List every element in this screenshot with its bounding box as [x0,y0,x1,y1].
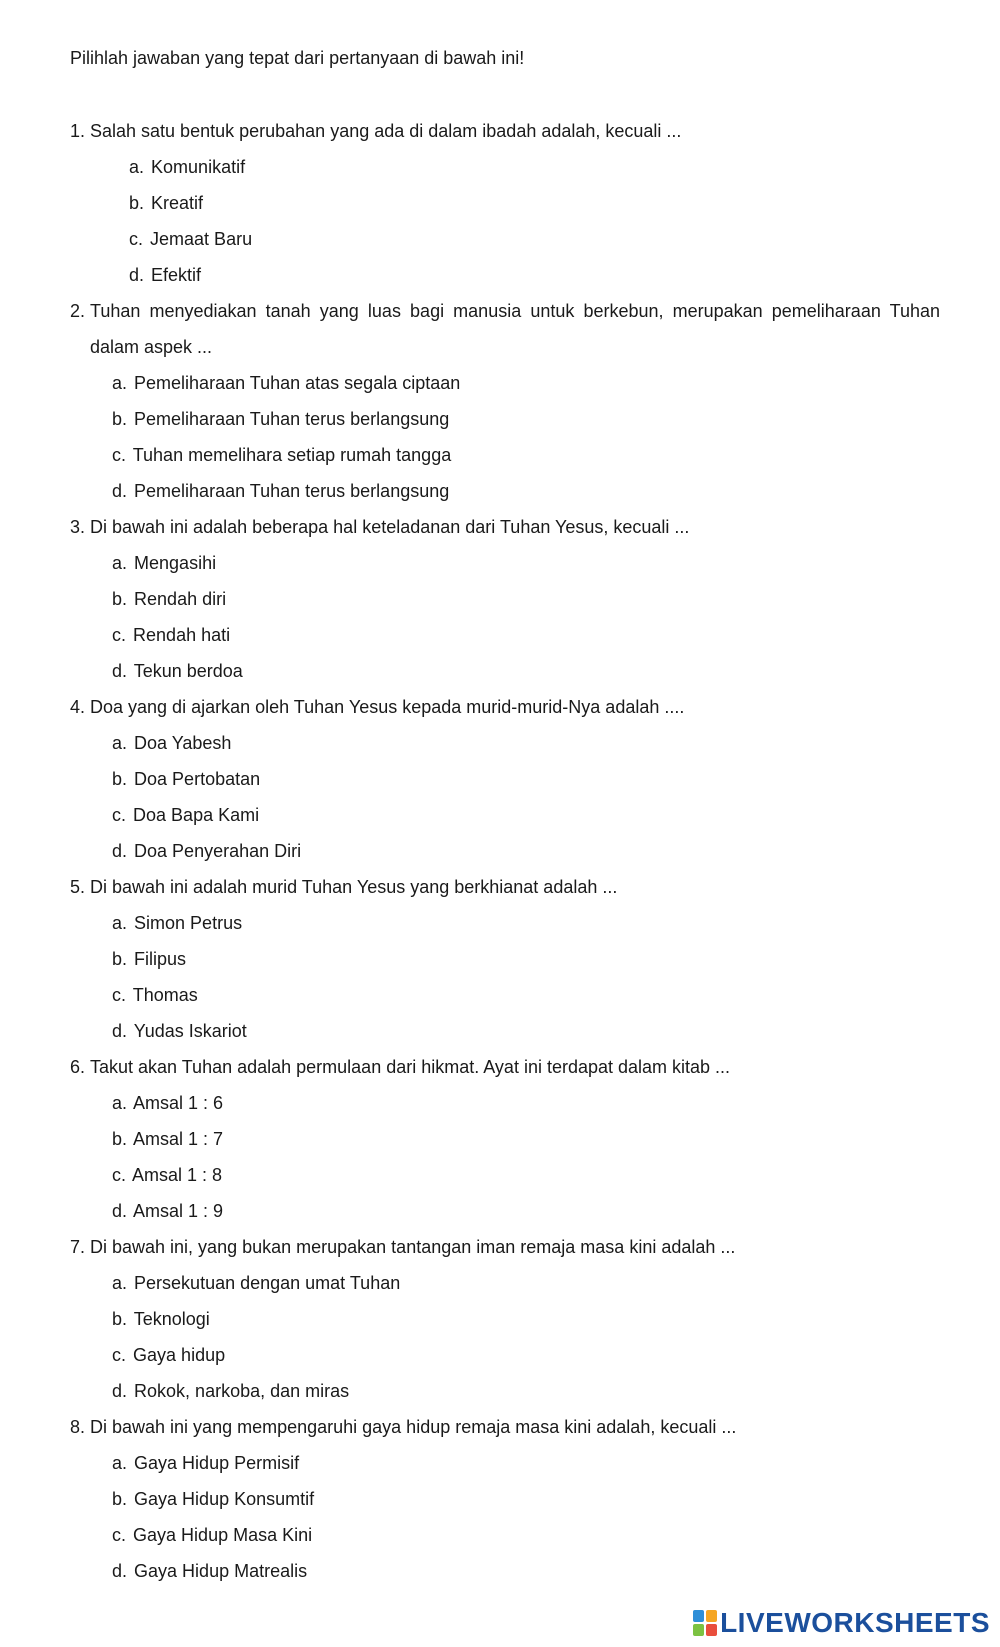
question-6 [70,1049,940,1229]
question-2-line [70,293,940,365]
question-8 [70,1409,940,1589]
option-a[interactable] [112,905,940,941]
option-letter: c. [112,1525,127,1545]
option-letter: c. [112,445,127,465]
option-text: Doa Pertobatan [134,769,261,789]
option-a[interactable] [112,545,940,581]
option-letter: d. [112,1381,128,1401]
question-7-options [70,1265,940,1409]
question-text: Doa yang di ajarkan oleh Tuhan Yesus kepada murid-murid-Nya adalah .... [90,697,685,717]
option-letter: b. [112,1309,128,1329]
option-a[interactable] [129,149,940,185]
option-letter: a. [112,1453,128,1473]
question-text: Takut akan Tuhan adalah permulaan dari hikmat. Ayat ini terdapat dalam kitab ... [90,1057,731,1077]
option-text: Thomas [132,985,198,1005]
option-b[interactable] [112,1301,940,1337]
option-b[interactable] [129,185,940,221]
option-d[interactable] [129,257,940,293]
option-letter: a. [112,373,128,393]
question-7 [70,1229,940,1409]
question-5-line [70,869,940,905]
option-letter: c. [112,805,127,825]
option-letter: b. [112,949,128,969]
question-number: 2. [70,301,86,321]
question-1 [70,113,940,293]
question-4 [70,689,940,869]
option-letter: b. [112,1129,128,1149]
option-b[interactable] [112,1121,940,1157]
option-text: Amsal 1 : 6 [133,1093,224,1113]
option-letter: a. [112,1093,128,1113]
option-text: Komunikatif [151,157,246,177]
option-letter: c. [129,229,144,249]
question-5 [70,869,940,1049]
question-1-line [70,113,940,149]
question-3-options [70,545,940,689]
option-letter: b. [112,409,128,429]
option-text: Amsal 1 : 7 [133,1129,224,1149]
question-1-options [70,149,940,293]
question-text: Tuhan menyediakan tanah yang luas bagi manusia untuk berkebun, merupakan pemeliharaan Tuhan dalam aspek ... [90,301,940,357]
liveworksheets-logo[interactable] [693,1606,990,1640]
option-d[interactable] [112,473,940,509]
option-c[interactable] [112,1337,940,1373]
question-number: 4. [70,697,86,717]
option-c[interactable] [112,977,940,1013]
option-c[interactable] [112,797,940,833]
option-c[interactable] [112,1157,940,1193]
option-text: Mengasihi [134,553,217,573]
logo-tile-3 [693,1624,704,1636]
option-letter: d. [112,1561,128,1581]
option-letter: b. [112,1489,128,1509]
option-letter: d. [112,661,128,681]
question-text: Di bawah ini adalah murid Tuhan Yesus yang berkhianat adalah ... [90,877,618,897]
option-text: Doa Penyerahan Diri [134,841,302,861]
option-text: Rendah hati [133,625,231,645]
question-6-line [70,1049,940,1085]
option-b[interactable] [112,941,940,977]
question-number: 1. [70,121,86,141]
option-text: Rokok, narkoba, dan miras [134,1381,350,1401]
option-text: Pemeliharaan Tuhan terus berlangsung [134,481,450,501]
option-text: Gaya Hidup Matrealis [134,1561,308,1581]
question-2-options [70,365,940,509]
question-4-line [70,689,940,725]
logo-tile-2 [706,1610,717,1622]
option-d[interactable] [112,1553,940,1589]
option-text: Filipus [134,949,187,969]
option-text: Rendah diri [134,589,227,609]
option-b[interactable] [112,761,940,797]
option-d[interactable] [112,1013,940,1049]
question-text: Di bawah ini yang mempengaruhi gaya hidup remaja masa kini adalah, kecuali ... [90,1417,737,1437]
option-b[interactable] [112,581,940,617]
option-text: Amsal 1 : 8 [132,1165,223,1185]
option-c[interactable] [129,221,940,257]
question-text: Di bawah ini adalah beberapa hal keteladanan dari Tuhan Yesus, kecuali ... [90,517,690,537]
instruction-text: Pilihlah jawaban yang tepat dari pertanyaan di bawah ini! [70,48,525,68]
question-number: 6. [70,1057,86,1077]
option-text: Tuhan memelihara setiap rumah tangga [132,445,452,465]
option-text: Gaya Hidup Konsumtif [134,1489,315,1509]
option-c[interactable] [112,437,940,473]
option-letter: d. [112,841,128,861]
option-a[interactable] [112,725,940,761]
option-letter: d. [112,1021,128,1041]
option-text: Simon Petrus [134,913,243,933]
question-number: 8. [70,1417,86,1437]
question-2 [70,293,940,509]
option-letter: c. [112,625,127,645]
option-letter: d. [112,481,128,501]
quiz-container [70,113,940,1589]
option-letter: b. [112,589,128,609]
option-a[interactable] [112,365,940,401]
option-letter: b. [112,769,128,789]
option-text: Persekutuan dengan umat Tuhan [134,1273,401,1293]
option-a[interactable] [112,1265,940,1301]
question-text: Di bawah ini, yang bukan merupakan tantangan iman remaja masa kini adalah ... [90,1237,736,1257]
question-8-line [70,1409,940,1445]
option-c[interactable] [112,617,940,653]
option-text: Efektif [151,265,202,285]
liveworksheets-logo-icon [693,1610,717,1636]
option-letter: a. [112,1273,128,1293]
option-text: Gaya Hidup Permisif [134,1453,300,1473]
question-number: 7. [70,1237,86,1257]
option-letter: c. [112,1165,127,1185]
option-letter: d. [129,265,145,285]
logo-text: LIVEWORKSHEETS [720,1607,990,1638]
option-b[interactable] [112,401,940,437]
option-c[interactable] [112,1517,940,1553]
option-text: Gaya hidup [133,1345,226,1365]
option-letter: c. [112,985,127,1005]
question-8-options [70,1445,940,1589]
option-text: Kreatif [151,193,204,213]
option-letter: a. [112,913,128,933]
question-4-options [70,725,940,869]
option-d[interactable] [112,653,940,689]
question-7-line [70,1229,940,1265]
option-text: Pemeliharaan Tuhan terus berlangsung [134,409,450,429]
question-text: Salah satu bentuk perubahan yang ada di dalam ibadah adalah, kecuali ... [90,121,682,141]
option-letter: a. [112,733,128,753]
question-number: 5. [70,877,86,897]
option-d[interactable] [112,1193,940,1229]
question-number: 3. [70,517,86,537]
option-a[interactable] [112,1445,940,1481]
option-d[interactable] [112,833,940,869]
option-a[interactable] [112,1085,940,1121]
question-6-options [70,1085,940,1229]
logo-tile-4 [706,1624,717,1636]
option-d[interactable] [112,1373,940,1409]
option-text: Doa Yabesh [134,733,232,753]
option-letter: a. [112,553,128,573]
option-letter: d. [112,1201,128,1221]
option-text: Yudas Iskariot [133,1021,247,1041]
question-3 [70,509,940,689]
option-text: Doa Bapa Kami [133,805,260,825]
question-3-line [70,509,940,545]
option-letter: c. [112,1345,127,1365]
option-text: Jemaat Baru [150,229,253,249]
question-5-options [70,905,940,1049]
option-text: Gaya Hidup Masa Kini [133,1525,313,1545]
option-text: Amsal 1 : 9 [133,1201,224,1221]
option-text: Tekun berdoa [133,661,243,681]
option-letter: b. [129,193,145,213]
option-text: Pemeliharaan Tuhan atas segala ciptaan [134,373,461,393]
logo-tile-1 [693,1610,704,1622]
option-text: Teknologi [133,1309,210,1329]
option-letter: a. [129,157,145,177]
option-b[interactable] [112,1481,940,1517]
